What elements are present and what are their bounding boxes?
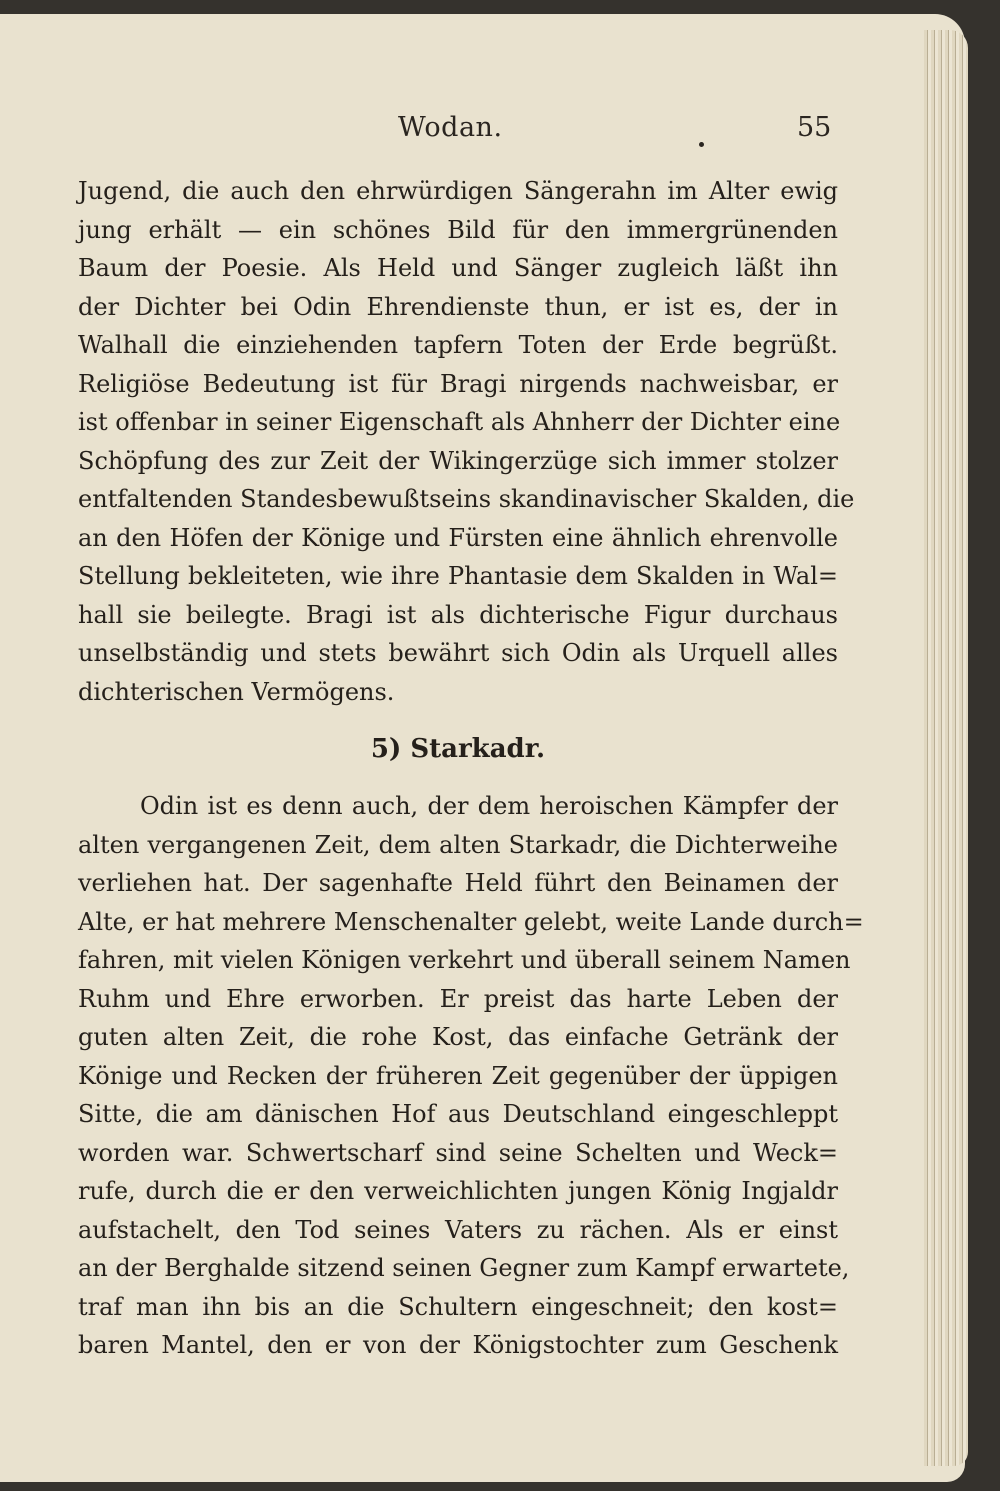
text-line: aufstachelt, den Tod seines Vaters zu rächen. Als er einst xyxy=(78,1215,838,1244)
text-line: der Dichter bei Odin Ehrendienste thun, er ist es, der in xyxy=(78,292,838,321)
text-line: Schöpfung des zur Zeit der Wikingerzüge sich immer stolzer xyxy=(78,446,838,475)
text-line: jung erhält — ein schönes Bild für den immergrünenden xyxy=(78,215,838,244)
text-line: Odin ist es denn auch, der dem heroischen Kämpfer der xyxy=(140,792,838,820)
text-line: traf man ihn bis an die Schultern eingeschneit; den kost= xyxy=(78,1292,838,1321)
text-line: an den Höfen der Könige und Fürsten eine ähnlich ehrenvolle xyxy=(78,523,838,552)
section-heading: 5) Starkadr. xyxy=(370,734,546,764)
text-line: fahren, mit vielen Königen verkehrt und überall seinem Namen xyxy=(78,946,851,974)
text-line: rufe, durch die er den verweichlichten jungen König Ingjaldr xyxy=(78,1177,838,1205)
page-number: 55 xyxy=(797,112,832,143)
text-line: worden war. Schwertscharf sind seine Schelten und Weck= xyxy=(78,1138,838,1167)
text-line: Walhall die einziehenden tapfern Toten der Erde begrüßt. xyxy=(78,331,838,359)
text-line: unselbständig und stets bewährt sich Odin als Urquell alles xyxy=(78,639,838,667)
text-line: Ruhm und Ehre erworben. Er preist das harte Leben der xyxy=(78,984,838,1013)
text-line: Jugend, die auch den ehrwürdigen Sängerahn im Alter ewig xyxy=(78,177,838,205)
text-line: Könige und Recken der früheren Zeit gegenüber der üppigen xyxy=(78,1061,838,1090)
running-head-title: Wodan. xyxy=(398,112,503,143)
text-line: entfaltenden Standesbewußtseins skandinavischer Skalden, die xyxy=(78,485,855,513)
page-edges xyxy=(924,30,968,1466)
text-line: an der Berghalde sitzend seinen Gegner zum Kampf erwartete, xyxy=(78,1254,850,1282)
text-line: Alte, er hat mehrere Menschenalter gelebt, weite Lande durch= xyxy=(78,907,864,936)
text-line: hall sie beilegte. Bragi ist als dichterische Figur durchaus xyxy=(78,600,838,629)
text-line: Religiöse Bedeutung ist für Bragi nirgends nachweisbar, er xyxy=(78,369,838,398)
text-line: ist offenbar in seiner Eigenschaft als Ahnherr der Dichter eine xyxy=(78,408,841,436)
text-line: baren Mantel, den er von der Königstochter zum Geschenk xyxy=(78,1331,838,1359)
text-line: Baum der Poesie. Als Held und Sänger zugleich läßt ihn xyxy=(78,254,838,282)
text-line: alten vergangenen Zeit, dem alten Starkadr, die Dichterweihe xyxy=(78,830,838,859)
text-line: Stellung bekleiteten, wie ihre Phantasie dem Skalden in Wal= xyxy=(78,562,838,590)
text-line: guten alten Zeit, die rohe Kost, das einfache Getränk der xyxy=(78,1023,838,1051)
ink-speck xyxy=(699,142,704,147)
text-line: Sitte, die am dänischen Hof aus Deutschland eingeschleppt xyxy=(78,1100,838,1128)
text-line: verliehen hat. Der sagenhafte Held führt den Beinamen der xyxy=(78,869,838,897)
text-line: dichterischen Vermögens. xyxy=(78,677,395,706)
running-head xyxy=(75,112,835,152)
body-text xyxy=(78,172,864,1365)
